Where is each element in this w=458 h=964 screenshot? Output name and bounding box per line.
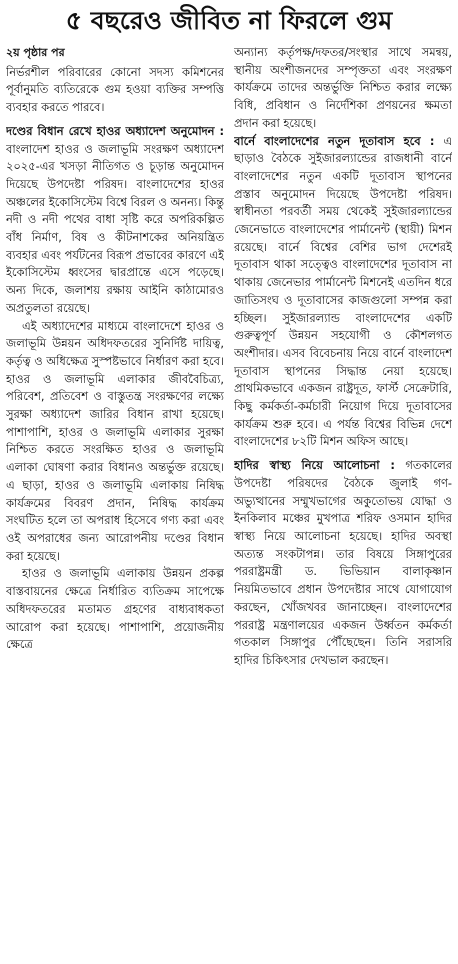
paragraph: এই অধ্যাদেশের মাধ্যমে বাংলাদেশে হাওর ও জলাভূমি উন্নয়ন অধিদফতরের সুনির্দিষ্ট দায়িত্ব, কর্তৃত্ব ও অধিক্ষেত্র সুস্পষ্টভাবে নির্ধারণ করা হবে। হাওর ও জলাভূমি এলাকার জীববৈচিত্র্য, পরিবেশ, প্রতিবেশ ও বাস্তুতন্ত্র সংরক্ষণের লক্ষ্যে সুরক্ষা অধ্যাদেশ জারির বিধান রাখা হয়েছে। পাশাপাশি, হাওর ও জলাভূমি এলাকার সুরক্ষা নিশ্চিত করতে সংরক্ষিত হাওর ও জলাভূমি এলাকা ঘোষণা করার বিধানও অন্তর্ভুক্ত রয়েছে। এ ছাড়া, হাওর ও জলাভূমি এলাকায় নিষিদ্ধ কার্যক্রমের বিবরণ প্রদান, নিষিদ্ধ কার্যক্রম সংঘটিত হলে তা অপরাধ হিসেবে গণ্য করা এবং ওই অপরাধের জন্য আরোপনীয় দণ্ডের বিধান করা হয়েছে। [6, 318, 224, 563]
paragraph-bern-embassy [234, 133, 452, 452]
paragraph-hawor-ordinance [6, 123, 224, 318]
section-text: গতকালের উপদেষ্টা পরিষদের বৈঠকে জুলাই গণ-অভ্যুত্থানের সম্মুখভাগের অকুতোভয় যোদ্ধা ও ইনকিলাব মঞ্চের মুখপাত্র শরিফ ওসমান হাদির স্বাস্থ্য নিয়ে আলোচনা হয়েছে। হাদির অবস্থা অত্যন্ত সংকটাপন্ন। তার বিষয়ে সিঙ্গাপুরের পররাষ্ট্রমন্ত্রী ড. ভিভিয়ান বালাকৃষ্ণান নিয়মিতভাবে প্রধান উপদেষ্টার সাথে যোগাযোগ করছেন, খোঁজখবর জানাচ্ছেন। বাংলাদেশের পররাষ্ট্র মন্ত্রণালয়ের একজন উর্ধ্বতন কর্মকর্তা গতকাল সিঙ্গাপুর পৌঁছেছেন। তিনি সরাসরি হাদির চিকিৎসার দেখভাল করছেন। [234, 458, 452, 667]
paragraph: নির্ভরশীল পরিবারের কোনো সদস্য কমিশনের পূর্বানুমতি ব্যতিরেকে গুম হওয়া ব্যক্তির সম্পত্তি ব্যবহার করতে পারবে। [6, 64, 224, 115]
section-heading: বার্নে বাংলাদেশের নতুন দূতাবাস হবে : [234, 133, 435, 148]
section-heading: দণ্ডের বিধান রেখে হাওর অধ্যাদেশ অনুমোদন : [6, 123, 224, 138]
section-text: বাংলাদেশ হাওর ও জলাভূমি সংরক্ষণ অধ্যাদেশ ২০২৫-এর খসড়া নীতিগত ও চূড়ান্ত অনুমোদন দিয়েছে উপদেষ্টা পরিষদ। বাংলাদেশের হাওর অঞ্চলের ইকোসিস্টেম বিশ্বে বিরল ও অনন্য। কিন্তু নদী ও নদী পথের বাধা সৃষ্টি করে অপরিকল্পিত বাঁধ নির্মাণ, বিষ ও কীটনাশকের অনিয়ন্ত্রিত ব্যবহার এবং পর্যটনের বিরূপ প্রভাবের কারণে এই ইকোসিস্টেম ধ্বংসের দ্বারপ্রান্তে এসে পড়েছে। অন্য দিকে, জলাশয় রক্ষায় আইনি কাঠামোরও অপ্রতুলতা রয়েছে। [6, 141, 224, 315]
paragraph: অন্যান্য কর্তৃপক্ষ/দফতর/সংস্থার সাথে সমন্বয়, স্থানীয় অংশীজনদের সম্পৃক্ততা এবং সংরক্ষণ কার্যক্রমে তাদের অন্তর্ভুক্তি নিশ্চিত করার লক্ষ্যে বিধি, প্রবিধান ও নির্দেশিকা প্রণয়নের ক্ষমতা প্রদান করা হয়েছে। [234, 45, 452, 130]
paragraph: হাওর ও জলাভূমি এলাকায় উন্নয়ন প্রকল্প বাস্তবায়নের ক্ষেত্রে নির্ধারিত ব্যতিক্রম সাপেক্ষে অধিদফতরের মতামত গ্রহণের বাধ্যবাধকতা আরোপ করা হয়েছে। পাশাপাশি, প্রয়োজনীয় ক্ষেত্রে [6, 566, 224, 652]
right-column [234, 44, 452, 670]
paragraph-hadi-health [234, 457, 452, 669]
left-column [6, 44, 224, 670]
section-heading: হাদির স্বাস্থ্য নিয়ে আলোচনা : [234, 458, 395, 473]
section-text: এ ছাড়াও বৈঠকে সুইজারল্যান্ডের রাজধানী বার্নে বাংলাদেশের নতুন একটি দূতাবাস স্থাপনের প্রস্তাব অনুমোদন দিয়েছে উপদেষ্টা পরিষদ। স্বাধীনতা পরবর্তী সময় থেকেই সুইজারল্যান্ডের জেনেভাতে বাংলাদেশের পার্মানেন্ট (স্থায়ী) মিশন রয়েছে। বার্নে বিশ্বের বেশির ভাগ দেশেরই দূতাবাস থাকা সত্ত্বেও বাংলাদেশের দূতাবাস না থাকায় জেনেভার পার্মানেন্ট মিশনেই এতদিন ধরে জাতিসংঘ ও দূতাবাসের কাজগুলো সম্পন্ন করা হচ্ছিল। সুইজারল্যান্ড বাংলাদেশের একটি গুরুত্বপূর্ণ উন্নয়ন সহযোগী ও কৌশলগত অংশীদার। এসব বিবেচনায় নিয়ে বার্নে বাংলাদেশ দূতাবাস স্থাপনের সিদ্ধান্ত নেয়া হয়েছে। প্রাথমিকভাবে একজন রাষ্ট্রদূত, ফার্স্ট সেক্রেটারি, কিছু কর্মকর্তা-কর্মচারী নিয়োগ দিয়ে দূতাবাসের কার্যক্রম শুরু হবে। এ পর্যন্ত বিশ্বের বিভিন্ন দেশে বাংলাদেশের ৮২টি মিশন অফিস আছে। [234, 133, 452, 449]
headline: ৫ বছরেও জীবিত না ফিরলে গুম [65, 6, 393, 35]
article-columns [6, 44, 452, 670]
continued-from-label: ২য় পৃষ্ঠার পর [6, 46, 65, 59]
